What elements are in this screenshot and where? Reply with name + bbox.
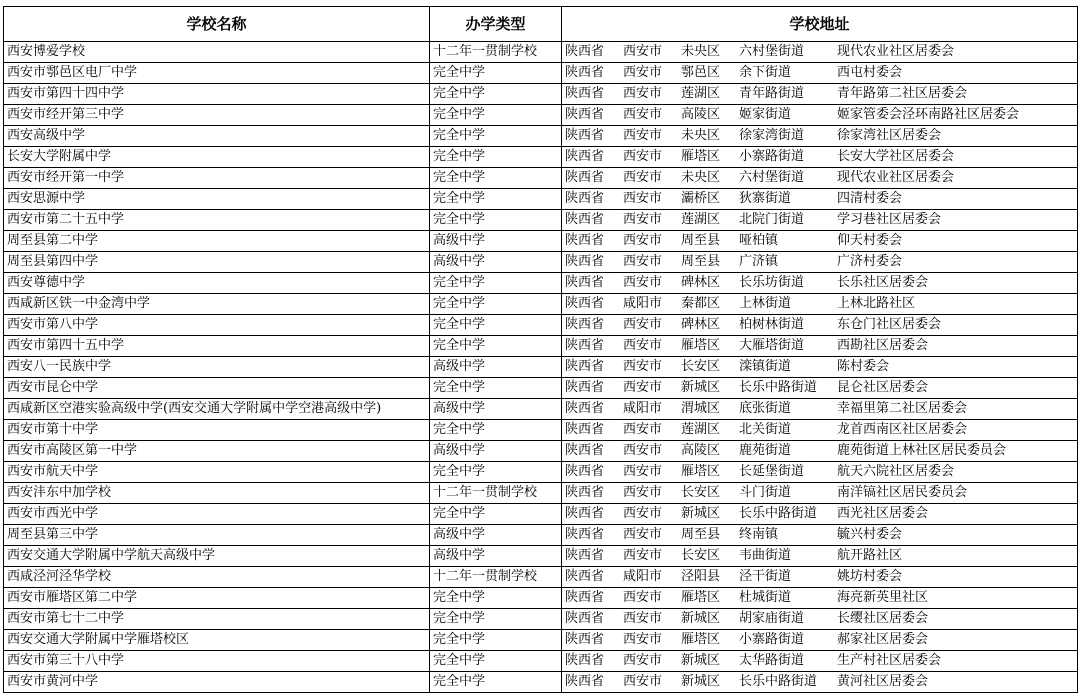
address-street: 大雁塔街道 [739,338,805,353]
school-name-cell: 西咸新区铁一中金湾中学 [4,294,430,315]
school-name-cell: 西安市雁塔区第二中学 [4,588,430,609]
school-name-cell: 西安博爱学校 [4,42,430,63]
school-address-cell [562,273,1078,294]
address-street: 广济镇 [739,254,779,269]
table-row [4,651,1078,672]
school-name-cell: 西安市第八中学 [4,315,430,336]
school-table [3,6,1078,693]
school-type-cell: 完全中学 [430,588,562,609]
address-street: 狄寨街道 [739,191,792,206]
address-province: 陕西省 [565,632,605,647]
table-row [4,546,1078,567]
address-province: 陕西省 [565,86,605,101]
school-name-cell: 西安交通大学附属中学雁塔校区 [4,630,430,651]
school-name-cell: 西安市第四十四中学 [4,84,430,105]
address-community: 东仓门社区居委会 [837,317,942,332]
address-city: 西安市 [623,590,663,605]
address-city: 西安市 [623,632,663,647]
address-city: 西安市 [623,674,663,689]
address-street: 青年路街道 [739,86,805,101]
school-type-cell: 完全中学 [430,210,562,231]
address-city: 西安市 [623,485,663,500]
address-city: 西安市 [623,275,663,290]
address-community: 幸福里第二社区居委会 [837,401,968,416]
address-province: 陕西省 [565,233,605,248]
address-province: 陕西省 [565,611,605,626]
school-address-cell [562,84,1078,105]
school-type-cell: 完全中学 [430,630,562,651]
school-type-cell: 十二年一贯制学校 [430,483,562,504]
school-name-cell: 西安市西光中学 [4,504,430,525]
table-row [4,441,1078,462]
table-row [4,399,1078,420]
school-name-cell: 西安高级中学 [4,126,430,147]
address-district: 渭城区 [681,401,721,416]
school-address-cell [562,441,1078,462]
school-type-cell: 完全中学 [430,63,562,84]
school-address-cell [562,126,1078,147]
table-body [4,42,1078,693]
school-address-cell [562,630,1078,651]
address-city: 西安市 [623,338,663,353]
table-row [4,420,1078,441]
address-street: 长乐坊街道 [739,275,805,290]
address-city: 西安市 [623,359,663,374]
address-province: 陕西省 [565,380,605,395]
address-province: 陕西省 [565,149,605,164]
table-row [4,84,1078,105]
school-name-cell: 西安交通大学附属中学航天高级中学 [4,546,430,567]
address-district: 灞桥区 [681,191,721,206]
address-community: 姬家管委会泾环南路社区居委会 [837,107,1020,122]
school-name-cell: 西安市航天中学 [4,462,430,483]
school-type-cell: 高级中学 [430,252,562,273]
address-street: 小寨路街道 [739,632,805,647]
address-street: 长乐中路街道 [739,380,818,395]
school-type-cell: 完全中学 [430,84,562,105]
address-street: 太华路街道 [739,653,805,668]
address-province: 陕西省 [565,296,605,311]
address-district: 新城区 [681,380,721,395]
school-name-cell: 西安市第二十五中学 [4,210,430,231]
address-district: 莲湖区 [681,86,721,101]
table-row [4,231,1078,252]
school-name-cell: 西安八一民族中学 [4,357,430,378]
school-name-cell: 西安市昆仑中学 [4,378,430,399]
school-address-cell [562,231,1078,252]
address-district: 雁塔区 [681,590,721,605]
address-community: 郝家社区居委会 [837,632,929,647]
table-row [4,105,1078,126]
table-row [4,294,1078,315]
school-type-cell: 完全中学 [430,672,562,693]
school-type-cell: 十二年一贯制学校 [430,42,562,63]
address-district: 新城区 [681,611,721,626]
address-community: 鹿苑街道上林社区居民委员会 [837,443,1007,458]
address-street: 长乐中路街道 [739,506,818,521]
school-address-cell [562,357,1078,378]
address-city: 西安市 [623,653,663,668]
header-row [4,7,1078,42]
address-street: 胡家庙街道 [739,611,805,626]
address-street: 长延堡街道 [739,464,805,479]
address-community: 学习巷社区居委会 [837,212,942,227]
address-province: 陕西省 [565,44,605,59]
school-type-cell: 完全中学 [430,294,562,315]
address-district: 秦都区 [681,296,721,311]
address-province: 陕西省 [565,506,605,521]
address-district: 高陵区 [681,107,721,122]
school-address-cell [562,399,1078,420]
school-type-cell: 高级中学 [430,357,562,378]
address-province: 陕西省 [565,485,605,500]
address-province: 陕西省 [565,674,605,689]
address-province: 陕西省 [565,170,605,185]
school-address-cell [562,210,1078,231]
address-street: 余下街道 [739,65,792,80]
table-row [4,168,1078,189]
address-city: 咸阳市 [623,401,663,416]
address-district: 雁塔区 [681,149,721,164]
address-city: 西安市 [623,128,663,143]
school-name-cell: 周至县第四中学 [4,252,430,273]
school-type-cell: 完全中学 [430,609,562,630]
address-street: 姬家街道 [739,107,792,122]
table-row [4,189,1078,210]
address-street: 斗门街道 [739,485,792,500]
header-school-name: 学校名称 [4,7,430,42]
school-address-cell [562,63,1078,84]
address-city: 西安市 [623,422,663,437]
address-community: 生产村社区居委会 [837,653,942,668]
address-province: 陕西省 [565,401,605,416]
address-province: 陕西省 [565,443,605,458]
address-street: 滦镇街道 [739,359,792,374]
address-city: 西安市 [623,107,663,122]
school-address-cell [562,588,1078,609]
school-address-cell [562,147,1078,168]
school-address-cell [562,504,1078,525]
address-province: 陕西省 [565,107,605,122]
address-district: 莲湖区 [681,212,721,227]
address-city: 西安市 [623,317,663,332]
school-type-cell: 完全中学 [430,315,562,336]
address-city: 西安市 [623,380,663,395]
table-row [4,126,1078,147]
address-province: 陕西省 [565,548,605,563]
school-address-cell [562,567,1078,588]
address-district: 鄠邑区 [681,65,721,80]
school-name-cell: 西安市第三十八中学 [4,651,430,672]
school-name-cell: 西咸泾河泾华学校 [4,567,430,588]
school-address-cell [562,462,1078,483]
table-row [4,630,1078,651]
address-province: 陕西省 [565,653,605,668]
address-city: 西安市 [623,611,663,626]
address-community: 南洋镐社区居民委员会 [837,485,968,500]
address-district: 碑林区 [681,317,721,332]
address-city: 西安市 [623,191,663,206]
school-address-cell [562,42,1078,63]
address-city: 西安市 [623,548,663,563]
school-type-cell: 完全中学 [430,651,562,672]
address-street: 北关街道 [739,422,792,437]
table-row [4,378,1078,399]
address-city: 西安市 [623,464,663,479]
address-district: 雁塔区 [681,464,721,479]
address-province: 陕西省 [565,569,605,584]
school-address-cell [562,252,1078,273]
school-address-cell [562,651,1078,672]
address-community: 姚坊村委会 [837,569,903,584]
school-table-container [3,6,1077,693]
address-community: 现代农业社区居委会 [837,170,955,185]
address-province: 陕西省 [565,212,605,227]
table-row [4,672,1078,693]
address-street: 六村堡街道 [739,44,805,59]
address-community: 西勘社区居委会 [837,338,929,353]
table-row [4,63,1078,84]
school-address-cell [562,546,1078,567]
school-type-cell: 高级中学 [430,546,562,567]
address-street: 柏树林街道 [739,317,805,332]
address-community: 陈村委会 [837,359,890,374]
address-community: 昆仑社区居委会 [837,380,929,395]
school-address-cell [562,336,1078,357]
address-district: 泾阳县 [681,569,721,584]
school-address-cell [562,378,1078,399]
address-community: 西光社区居委会 [837,506,929,521]
address-district: 未央区 [681,170,721,185]
address-province: 陕西省 [565,338,605,353]
school-name-cell: 西安市第七十二中学 [4,609,430,630]
address-city: 西安市 [623,527,663,542]
address-street: 上林街道 [739,296,792,311]
table-row [4,588,1078,609]
address-community: 西屯村委会 [837,65,903,80]
school-name-cell: 周至县第三中学 [4,525,430,546]
address-district: 莲湖区 [681,422,721,437]
address-community: 航天六院社区居委会 [837,464,955,479]
address-district: 碑林区 [681,275,721,290]
address-community: 现代农业社区居委会 [837,44,955,59]
school-name-cell: 西安思源中学 [4,189,430,210]
school-name-cell: 西安市鄠邑区电厂中学 [4,63,430,84]
address-province: 陕西省 [565,464,605,479]
address-province: 陕西省 [565,65,605,80]
address-city: 西安市 [623,86,663,101]
address-district: 高陵区 [681,443,721,458]
school-name-cell: 西安市高陵区第一中学 [4,441,430,462]
address-province: 陕西省 [565,527,605,542]
school-type-cell: 完全中学 [430,189,562,210]
address-community: 广济村委会 [837,254,903,269]
school-name-cell: 西安市经开第一中学 [4,168,430,189]
school-type-cell: 完全中学 [430,378,562,399]
school-name-cell: 西安尊德中学 [4,273,430,294]
table-row [4,336,1078,357]
address-community: 长安大学社区居委会 [837,149,955,164]
address-district: 未央区 [681,44,721,59]
address-community: 上林北路社区 [837,296,916,311]
school-type-cell: 十二年一贯制学校 [430,567,562,588]
school-type-cell: 高级中学 [430,399,562,420]
address-district: 新城区 [681,674,721,689]
table-row [4,357,1078,378]
school-address-cell [562,483,1078,504]
address-district: 长安区 [681,485,721,500]
address-district: 周至县 [681,527,721,542]
address-community: 四清村委会 [837,191,903,206]
table-row [4,483,1078,504]
school-name-cell: 西安市经开第三中学 [4,105,430,126]
school-name-cell: 西安市第十中学 [4,420,430,441]
address-district: 周至县 [681,254,721,269]
table-row [4,567,1078,588]
address-city: 西安市 [623,65,663,80]
school-type-cell: 完全中学 [430,273,562,294]
table-row [4,315,1078,336]
address-city: 西安市 [623,149,663,164]
school-type-cell: 高级中学 [430,441,562,462]
address-community: 黄河社区居委会 [837,674,929,689]
header-school-type: 办学类型 [430,7,562,42]
address-province: 陕西省 [565,191,605,206]
address-street: 小寨路街道 [739,149,805,164]
address-province: 陕西省 [565,590,605,605]
header-school-address: 学校地址 [562,7,1078,42]
school-type-cell: 完全中学 [430,504,562,525]
address-street: 北院门街道 [739,212,805,227]
table-row [4,252,1078,273]
school-address-cell [562,105,1078,126]
address-district: 雁塔区 [681,338,721,353]
address-street: 终南镇 [739,527,779,542]
address-district: 新城区 [681,506,721,521]
address-street: 韦曲街道 [739,548,792,563]
address-street: 杜城街道 [739,590,792,605]
school-type-cell: 完全中学 [430,168,562,189]
school-address-cell [562,315,1078,336]
address-province: 陕西省 [565,359,605,374]
table-row [4,273,1078,294]
address-community: 航开路社区 [837,548,903,563]
address-street: 徐家湾街道 [739,128,805,143]
address-community: 龙首西南区社区居委会 [837,422,968,437]
address-city: 西安市 [623,506,663,521]
school-address-cell [562,609,1078,630]
address-province: 陕西省 [565,317,605,332]
address-district: 长安区 [681,548,721,563]
school-address-cell [562,168,1078,189]
school-type-cell: 高级中学 [430,525,562,546]
address-street: 泾干街道 [739,569,792,584]
address-city: 西安市 [623,233,663,248]
address-street: 哑柏镇 [739,233,779,248]
school-address-cell [562,294,1078,315]
address-district: 新城区 [681,653,721,668]
table-row [4,504,1078,525]
address-city: 咸阳市 [623,296,663,311]
school-type-cell: 高级中学 [430,231,562,252]
address-city: 西安市 [623,212,663,227]
address-community: 毓兴村委会 [837,527,903,542]
address-street: 底张街道 [739,401,792,416]
address-street: 鹿苑街道 [739,443,792,458]
school-address-cell [562,420,1078,441]
school-type-cell: 完全中学 [430,336,562,357]
address-community: 徐家湾社区居委会 [837,128,942,143]
address-community: 长乐社区居委会 [837,275,929,290]
school-address-cell [562,189,1078,210]
address-street: 长乐中路街道 [739,674,818,689]
school-address-cell [562,672,1078,693]
school-address-cell [562,525,1078,546]
table-row [4,462,1078,483]
address-district: 未央区 [681,128,721,143]
address-city: 西安市 [623,254,663,269]
school-name-cell: 周至县第二中学 [4,231,430,252]
address-province: 陕西省 [565,128,605,143]
table-row [4,147,1078,168]
school-type-cell: 完全中学 [430,105,562,126]
school-name-cell: 西安市第四十五中学 [4,336,430,357]
table-row [4,525,1078,546]
school-name-cell: 西安市黄河中学 [4,672,430,693]
address-district: 长安区 [681,359,721,374]
address-street: 六村堡街道 [739,170,805,185]
address-community: 海亮新英里社区 [837,590,929,605]
address-province: 陕西省 [565,422,605,437]
school-name-cell: 西安沣东中加学校 [4,483,430,504]
address-province: 陕西省 [565,275,605,290]
table-row [4,42,1078,63]
address-community: 青年路第二社区居委会 [837,86,968,101]
address-community: 仰天村委会 [837,233,903,248]
address-city: 西安市 [623,170,663,185]
school-type-cell: 完全中学 [430,126,562,147]
address-city: 西安市 [623,44,663,59]
school-type-cell: 完全中学 [430,462,562,483]
address-city: 咸阳市 [623,569,663,584]
school-type-cell: 完全中学 [430,420,562,441]
school-name-cell: 西咸新区空港实验高级中学(西安交通大学附属中学空港高级中学) [4,399,430,420]
table-row [4,210,1078,231]
address-city: 西安市 [623,443,663,458]
address-community: 长缨社区居委会 [837,611,929,626]
address-district: 周至县 [681,233,721,248]
table-row [4,609,1078,630]
address-district: 雁塔区 [681,632,721,647]
school-name-cell: 长安大学附属中学 [4,147,430,168]
address-province: 陕西省 [565,254,605,269]
school-type-cell: 完全中学 [430,147,562,168]
